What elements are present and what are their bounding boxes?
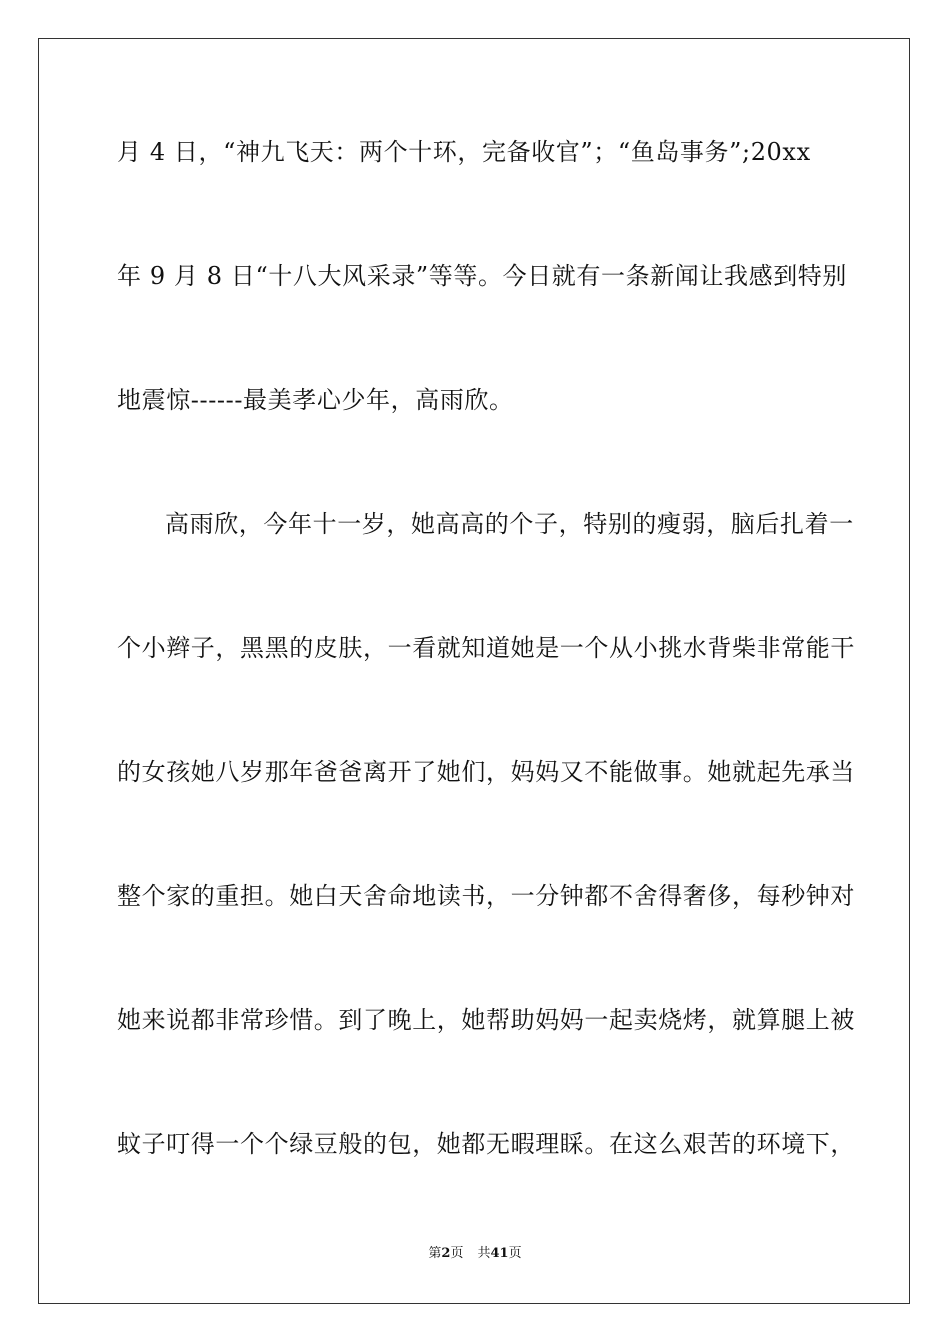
body-text-line-8: 她来说都非常珍惜。到了晚上，她帮助妈妈一起卖烧烤，就算腿上被 [117, 1006, 855, 1034]
current-page-number: 2 [441, 1246, 451, 1261]
body-text-line-7: 整个家的重担。她白天舍命地读书，一分钟都不舍得奢侈，每秒钟对 [117, 882, 855, 910]
page-suffix: 页 [450, 1246, 464, 1261]
paragraph-first-line: 高雨欣，今年十一岁，她高高的个子，特别的瘦弱，脑后扎着一 [165, 510, 854, 538]
body-text-line-2: 年 9 月 8 日“十八大风采录”等等。今日就有一条新闻让我感到特别 [117, 262, 847, 290]
total-suffix: 页 [508, 1246, 522, 1261]
total-prefix: 共 [477, 1246, 491, 1261]
page-footer [0, 1245, 950, 1263]
body-text-line-3: 地震惊------最美孝心少年，高雨欣。 [117, 386, 514, 414]
body-text-line-6: 的女孩她八岁那年爸爸离开了她们，妈妈又不能做事。她就起先承当 [117, 758, 855, 786]
total-page-count: 41 [490, 1246, 509, 1261]
body-text-line-1: 月 4 日，“神九飞天：两个十环，完备收官”；“鱼岛事务”;20xx [117, 138, 811, 166]
body-text-line-9: 蚊子叮得一个个绿豆般的包，她都无暇理睬。在这么艰苦的环境下， [117, 1130, 855, 1158]
page-prefix: 第 [428, 1246, 442, 1261]
body-text-line-5: 个小辫子，黑黑的皮肤，一看就知道她是一个从小挑水背柴非常能干 [117, 634, 855, 662]
page-border [38, 38, 910, 1304]
